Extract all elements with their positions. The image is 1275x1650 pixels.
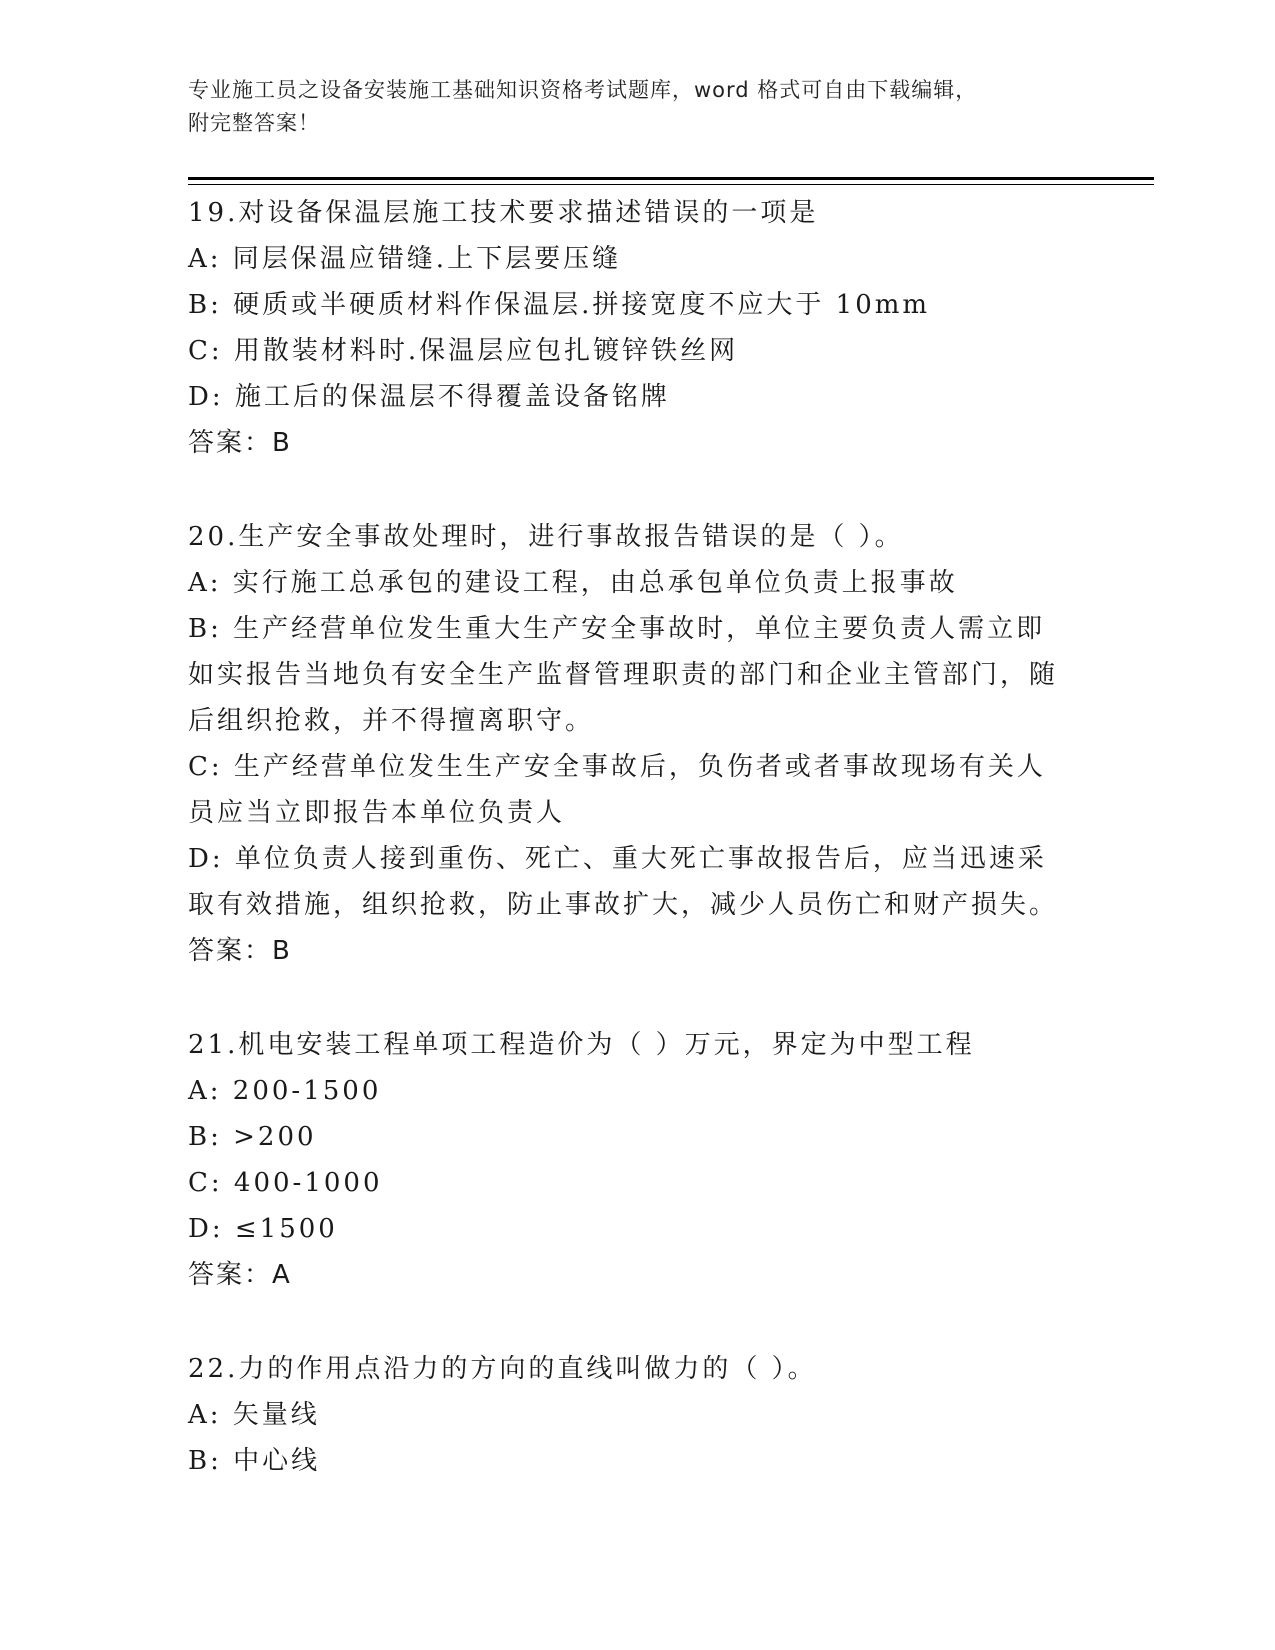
header-divider-thin (188, 184, 1154, 185)
question-22 (188, 1346, 1088, 1484)
option-a: A: 同层保温应错缝.上下层要压缝 (188, 244, 622, 274)
header-title-line-1: 专业施工员之设备安装施工基础知识资格考试题库，word 格式可自由下载编辑， (188, 78, 978, 102)
question-19 (188, 190, 1088, 466)
option-b: B: >200 (188, 1122, 317, 1152)
option-c: C: 生产经营单位发生生产安全事故后，负伤者或者事故现场有关人员应当立即报告本单位负责人 (188, 752, 1046, 828)
question-stem: 20.生产安全事故处理时，进行事故报告错误的是（ ）。 (188, 522, 904, 552)
option-b: B: 生产经营单位发生重大生产安全事故时，单位主要负责人需立即如实报告当地负有安全生产监督管理职责的部门和企业主管部门，随后组织抢救，并不得擅离职守。 (188, 614, 1059, 736)
option-b: B: 中心线 (188, 1446, 321, 1476)
option-d: D: 单位负责人接到重伤、死亡、重大死亡事故报告后，应当迅速采取有效措施，组织抢救，防止事故扩大，减少人员伤亡和财产损失。 (188, 844, 1059, 920)
question-stem: 22.力的作用点沿力的方向的直线叫做力的（ ）。 (188, 1354, 817, 1384)
answer-label: 答案：B (188, 936, 292, 966)
answer-label: 答案：A (188, 1260, 292, 1290)
option-c: C: 400-1000 (188, 1168, 383, 1198)
option-a: A: 实行施工总承包的建设工程，由总承包单位负责上报事故 (188, 568, 958, 598)
header-divider-thick (188, 177, 1154, 180)
option-d: D: 施工后的保温层不得覆盖设备铭牌 (188, 382, 670, 412)
option-c: C: 用散装材料时.保温层应包扎镀锌铁丝网 (188, 336, 739, 366)
question-20 (188, 514, 1088, 974)
question-stem: 19.对设备保温层施工技术要求描述错误的一项是 (188, 198, 819, 228)
document-header (188, 74, 1088, 140)
answer-label: 答案：B (188, 428, 292, 458)
question-21 (188, 1022, 1088, 1298)
option-a: A: 200-1500 (188, 1076, 382, 1106)
question-stem: 21.机电安装工程单项工程造价为（ ）万元，界定为中型工程 (188, 1030, 975, 1060)
header-title-line-2: 附完整答案！ (188, 111, 320, 135)
option-a: A: 矢量线 (188, 1400, 320, 1430)
option-d: D: ≤1500 (188, 1214, 338, 1244)
option-b: B: 硬质或半硬质材料作保温层.拼接宽度不应大于 10mm (188, 290, 931, 320)
question-list (188, 190, 1088, 1532)
